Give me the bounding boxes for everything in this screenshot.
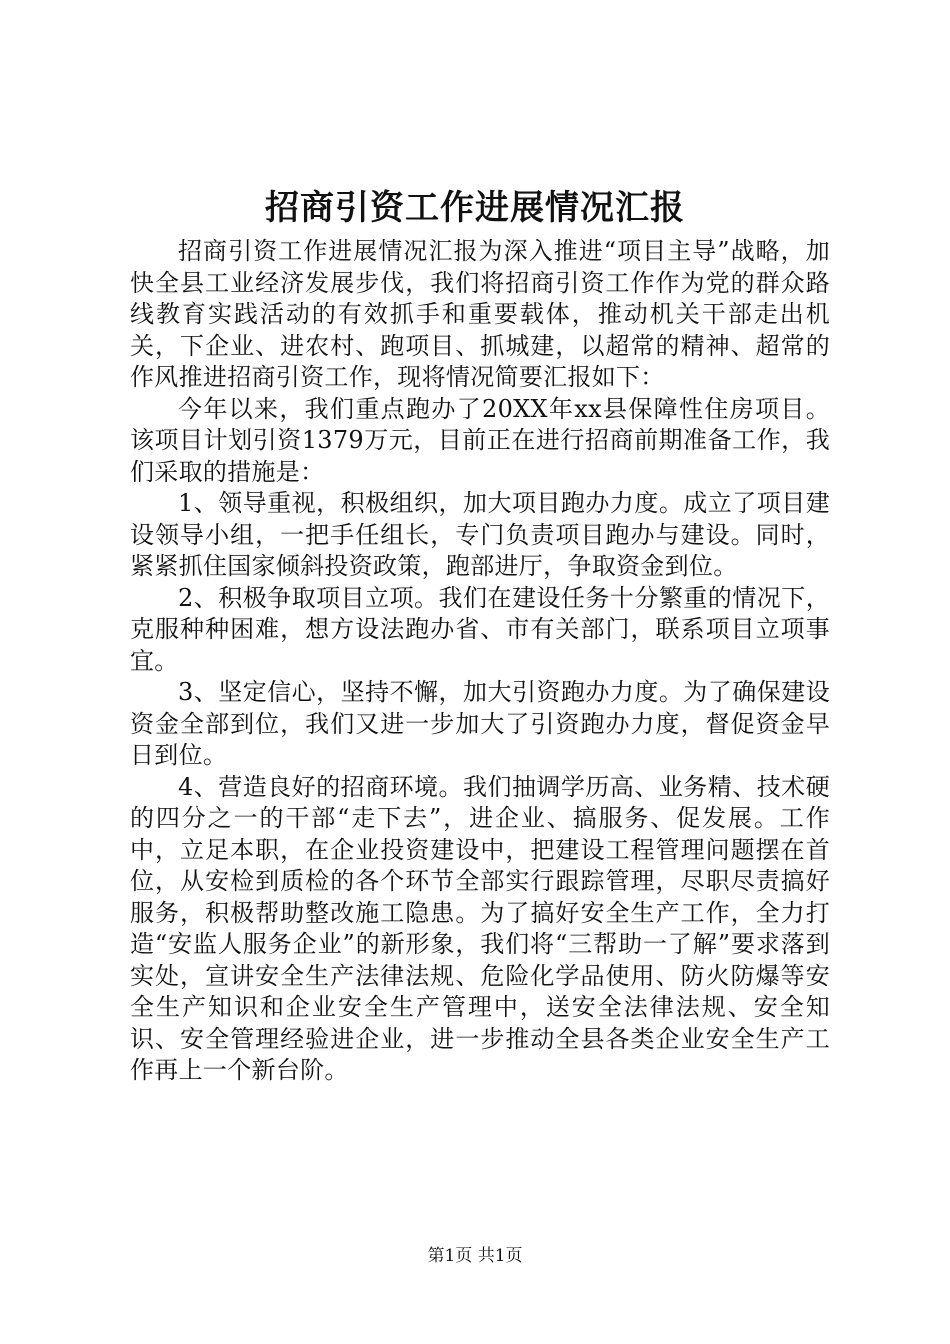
document-title: 招商引资工作进展情况汇报 xyxy=(265,188,685,228)
paragraph-measure-1: 1、领导重视，积极组织，加大项目跑办力度。成立了项目建设领导小组，一把手任组长，专门负责项目跑办与建设。同时，紧紧抓住国家倾斜投资政策，跑部进厅，争取资金到位。 xyxy=(130,489,830,580)
paragraph-overview: 今年以来，我们重点跑办了20XX年xx县保障性住房项目。该项目计划引资1379万元，目前正在进行招商前期准备工作，我们采取的措施是： xyxy=(130,394,830,486)
page-footer: 第1页 共1页 xyxy=(427,1246,523,1266)
paragraph-measure-2: 2、积极争取项目立项。我们在建设任务十分繁重的情况下，克服种种困难，想方设法跑办省、市有关部门，联系项目立项事宜。 xyxy=(130,583,830,675)
paragraph-intro: 招商引资工作进展情况汇报为深入推进“项目主导”战略，加快全县工业经济发展步伐，我们将招商引资工作作为党的群众路线教育实践活动的有效抓手和重要载体，推动机关干部走出机关，下企业、进农村、跑项目、抓城建，以超常的精神、超常的作风推进招商引资工作，现将情况简要汇报如下： xyxy=(130,237,830,391)
paragraph-measure-3: 3、坚定信心，坚持不懈，加大引资跑办力度。为了确保建设资金全部到位，我们又进一步加大了引资跑办力度，督促资金早日到位。 xyxy=(130,678,830,769)
paragraph-measure-4: 4、营造良好的招商环境。我们抽调学历高、业务精、技术硬的四分之一的干部“走下去”，进企业、搞服务、促发展。工作中，立足本职，在企业投资建设中，把建设工程管理问题摆在首位，从安检到质检的各个环节全部实行跟踪管理，尽职尽责搞好服务，积极帮助整改施工隐患。为了搞好安全生产工作，全力打造“安监人服务企业”的新形象，我们将“三帮助一了解”要求落到实处，宣讲安全生产法律法规、危险化学品使用、防火防爆等安全生产知识和企业安全生产管理中，送安全法律法规、安全知识、安全管理经验进企业，进一步推动全县各类企业安全生产工作再上一个新台阶。 xyxy=(130,772,830,1084)
document-body xyxy=(130,236,830,1087)
